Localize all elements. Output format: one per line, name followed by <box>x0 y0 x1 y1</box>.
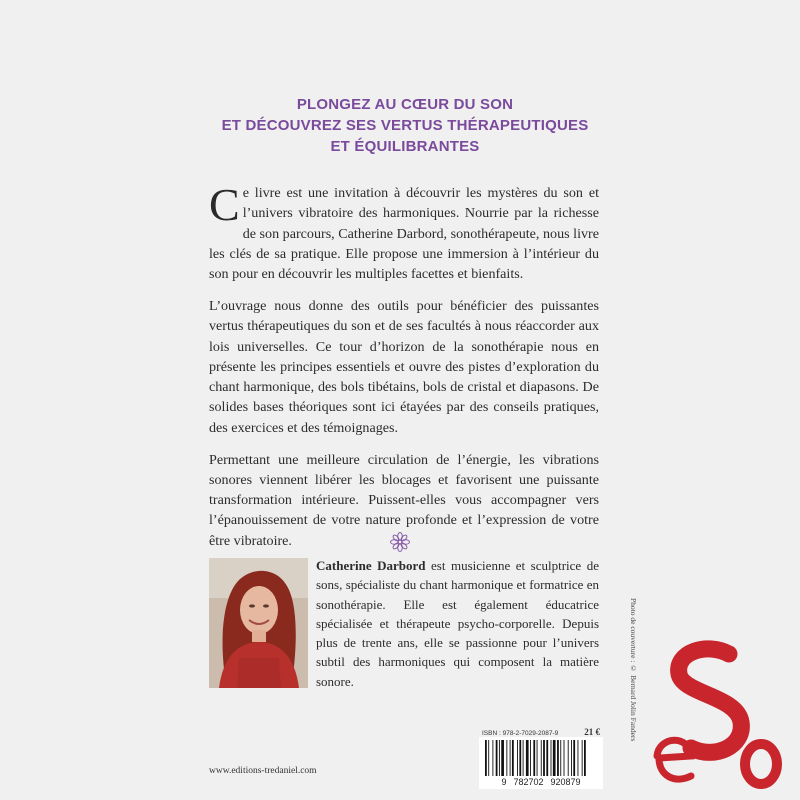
barcode-bar <box>541 740 542 776</box>
price-label: 21 € <box>584 727 600 737</box>
blurb-paragraph-1 <box>209 179 599 284</box>
blurb <box>209 179 599 563</box>
barcode-digits <box>479 777 603 787</box>
heading-line-2: ET DÉCOUVREZ SES VERTUS THÉRAPEUTIQUES <box>221 117 589 134</box>
barcode-bar <box>485 740 487 776</box>
barcode-bar <box>537 740 538 776</box>
heading-line-1: PLONGEZ AU CŒUR DU SON <box>296 96 514 113</box>
photo-credit: Photo de couverture : © Bernard Jolin Fanders <box>629 598 638 742</box>
blurb-paragraph-2: L’ouvrage nous donne des outils pour bénéficier des puissantes vertus thérapeutiques du son et de ses facultés à nous réaccorder aux lois universelles. Ce tour d’horizon de la sonothérapie nous en présente les principes essentiels et ouvre des pistes d’exploration du chant harmonique, des bols tibétains, bols de cristal et diapasons. De solides bases théoriques sont ici étayées par des conseils pratiques, des exercices et des témoignages. <box>209 297 599 436</box>
barcode-bar <box>564 740 565 776</box>
barcode-bar <box>517 740 518 776</box>
barcode-digit-group-1: 9 <box>501 777 507 787</box>
barcode-bar <box>496 740 498 776</box>
isbn-label: ISBN : 978-2-7029-2087-9 <box>482 730 559 737</box>
flower-ornament-icon <box>389 531 411 553</box>
barcode-bar <box>543 740 545 776</box>
barcode-bar <box>510 740 511 776</box>
barcode-bar <box>506 740 507 776</box>
drop-cap: C <box>209 179 240 230</box>
barcode-bar <box>519 740 521 776</box>
barcode-bar <box>560 740 561 776</box>
barcode-bar <box>533 740 535 776</box>
barcode-bar <box>526 740 529 776</box>
barcode-bar <box>568 740 569 776</box>
blurb-paragraph-1-text: e livre est une invitation à découvrir les mystères du son et l’univers vibratoire des harmoniques. Nourrie par la richesse de son parcours, Catherine Darbord, sonothérapeute, nous livre les clés de sa pratique. Elle propose une immersion à l’intérieur du son pour en découvrir les multiples facettes et bienfaits. <box>209 185 599 283</box>
barcode-digit-group-3: 920879 <box>550 777 581 787</box>
barcode-bar <box>571 740 572 776</box>
barcode-bar <box>557 740 559 776</box>
barcode-bar <box>584 740 586 776</box>
barcode-bar <box>553 740 556 776</box>
barcode-bar <box>578 740 579 776</box>
author-bio <box>316 556 599 691</box>
publisher-website: www.editions-tredaniel.com <box>209 766 317 776</box>
author-name: Catherine Darbord <box>316 558 426 573</box>
barcode-bar <box>582 740 583 776</box>
barcode-bar <box>523 740 524 776</box>
barcode-bar <box>488 740 489 776</box>
barcode-bar <box>492 740 493 776</box>
barcode-bar <box>501 740 504 776</box>
blurb-paragraph-3: Permettant une meilleure circulation de l’énergie, les vibrations sonores viennent libérer les blocages et favorisent une puissante transformation intérieure. Puissent-elles vous accompagner vers l’épanouissement de votre nature profonde et l’expression de votre être vibratoire. <box>209 451 599 549</box>
barcode-bar <box>546 740 548 776</box>
barcode-digit-group-2: 782702 <box>513 777 544 787</box>
barcode-bar <box>573 740 575 776</box>
barcode-bar <box>512 740 514 776</box>
heading-line-3: ET ÉQUILIBRANTES <box>330 138 480 155</box>
eso-logo <box>645 638 793 790</box>
barcode-bar <box>499 740 500 776</box>
author-photo <box>209 558 308 688</box>
barcode-bar <box>530 740 531 776</box>
cover-heading <box>170 94 640 157</box>
author-bio-text: est musicienne et sculptrice de sons, spécialiste du chant harmonique et formatrice en sonothérapie. Elle est également éducatrice spécialisée et thérapeute psycho-corporelle. Depuis plus de trente ans, elle se passionne pour l’univers subtil des harmoniques qui composent la matière sonore. <box>316 558 599 689</box>
barcode <box>479 737 603 789</box>
isbn-price-row <box>482 727 600 737</box>
barcode-bar <box>551 740 552 776</box>
barcode-bars <box>485 740 597 778</box>
